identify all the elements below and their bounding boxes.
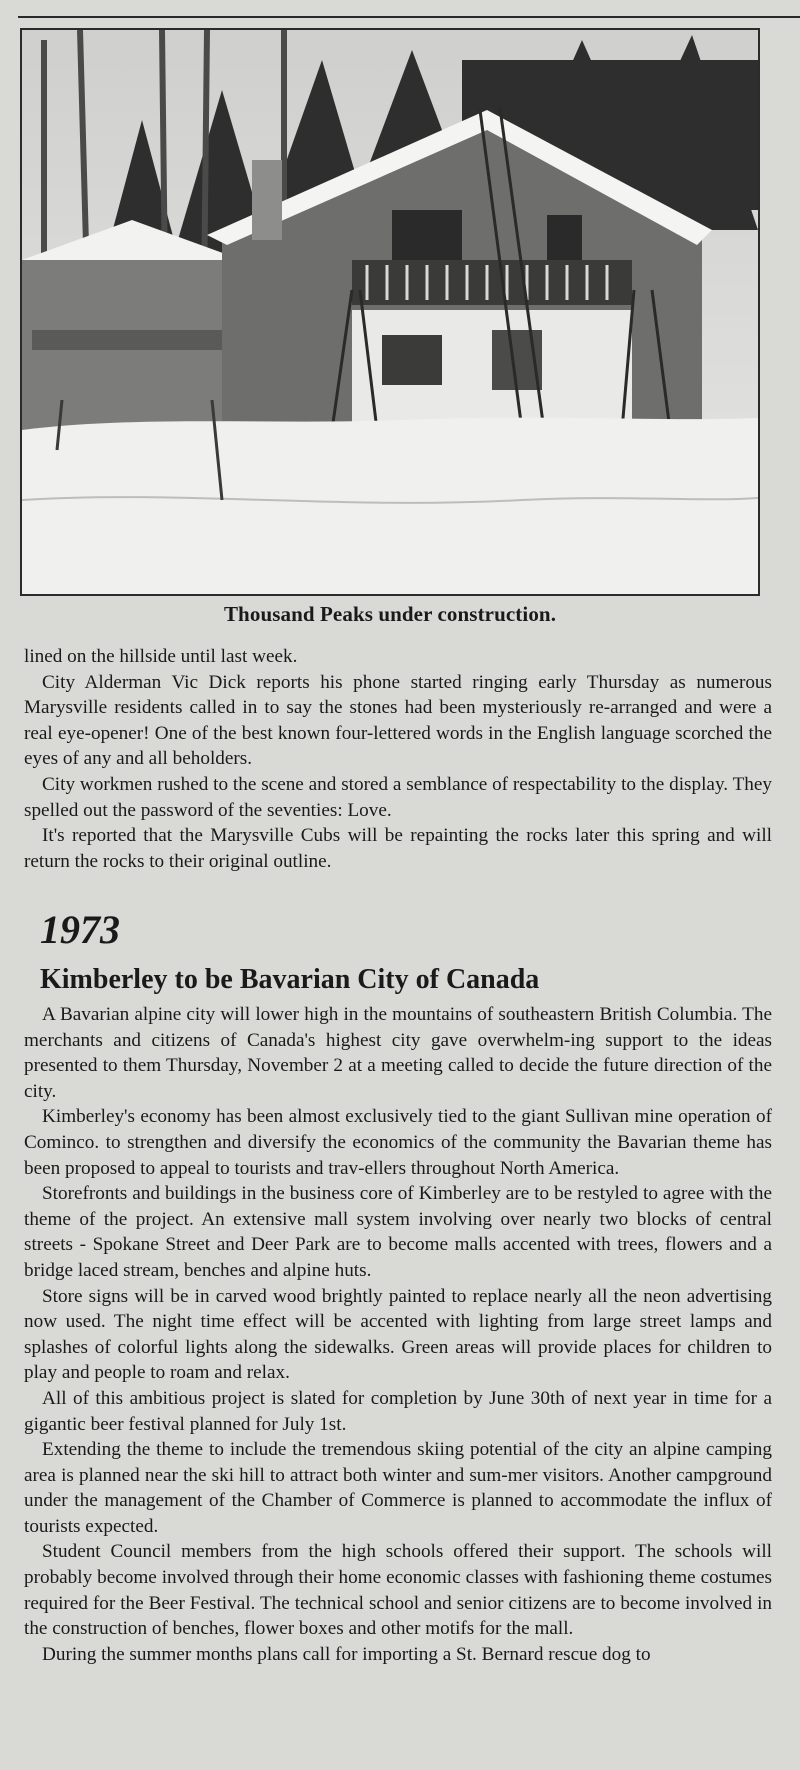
intro-paragraph-3: City workmen rushed to the scene and stored a semblance of respectability to the display. They spelled out the password of the seventies: Love. [24, 773, 772, 821]
article-paragraph-8: During the summer months plans call for importing a St. Bernard rescue dog to [42, 1643, 651, 1665]
article-paragraph-5: All of this ambitious project is slated for completion by June 30th of next year in time for a gigantic beer festival planned for July 1st. [24, 1387, 772, 1435]
article-paragraph-6: Extending the theme to include the tremendous skiing potential of the city an alpine camping area is planned near the ski hill to attract both winter and sum-mer visitors. Another campground under the management of the Chamber of Commerce is planned to accommodate the influx of tourists expected. [24, 1439, 772, 1537]
article-paragraph-1: A Bavarian alpine city will lower high in the mountains of southeastern British Columbia. The merchants and citizens of Canada's highest city gave overwhelm-ing support to the ideas presented to them Thursday, November 2 at a meeting called to decide the future direction of the city. [24, 1004, 772, 1102]
intro-paragraph-1: lined on the hillside until last week. [24, 646, 298, 667]
news-photo [20, 28, 760, 596]
top-rule [18, 16, 800, 18]
article-paragraph-7: Student Council members from the high schools offered their support. The schools will probably become involved through their home economic classes with fashioning theme costumes required for the Beer Festival. The technical school and senior citizens are to become involved in the construction of benches, flower boxes and other motifs for the mall. [24, 1541, 772, 1640]
intro-paragraph-4: It's reported that the Marysville Cubs will be repainting the rocks later this spring and will return the rocks to their original outline. [24, 825, 772, 872]
article-paragraph-2: Kimberley's economy has been almost exclusively tied to the giant Sullivan mine operation of Cominco. to strengthen and diversify the economics of the community the Bavarian theme has been proposed to appeal to tourists and trav-ellers throughout North America. [24, 1106, 772, 1179]
intro-article-continuation [24, 644, 772, 874]
year-heading: 1973 [40, 907, 120, 952]
photo-caption: Thousand Peaks under construction. [223, 602, 557, 626]
article-body [24, 1002, 772, 1667]
article-paragraph-3: Storefronts and buildings in the business core of Kimberley are to be restyled to agree with the theme of the project. An extensive mall system involving over nearly two blocks of central streets - Spokane Street and Deer Park are to become malls accented with trees, flowers and a bridge laced stream, benches and alpine huts. [24, 1183, 772, 1281]
intro-paragraph-2: City Alderman Vic Dick reports his phone started ringing early Thursday as numerous Marysville residents called in to say the stones had been mysteriously re-arranged and were a real eye-opener! One of the best known four-lettered words in the English language scorched the eyes of any and all beholders. [24, 671, 772, 770]
article-headline: Kimberley to be Bavarian City of Canada [40, 964, 540, 995]
article-paragraph-4: Store signs will be in carved wood brightly painted to replace nearly all the neon advertising now used. The night time effect will be accented with lighting from large street lamps and splashes of colorful lights along the sidewalks. Green areas will provide places for children to play and people to roam and relax. [24, 1285, 772, 1384]
chalet-photo-illustration [22, 30, 758, 594]
